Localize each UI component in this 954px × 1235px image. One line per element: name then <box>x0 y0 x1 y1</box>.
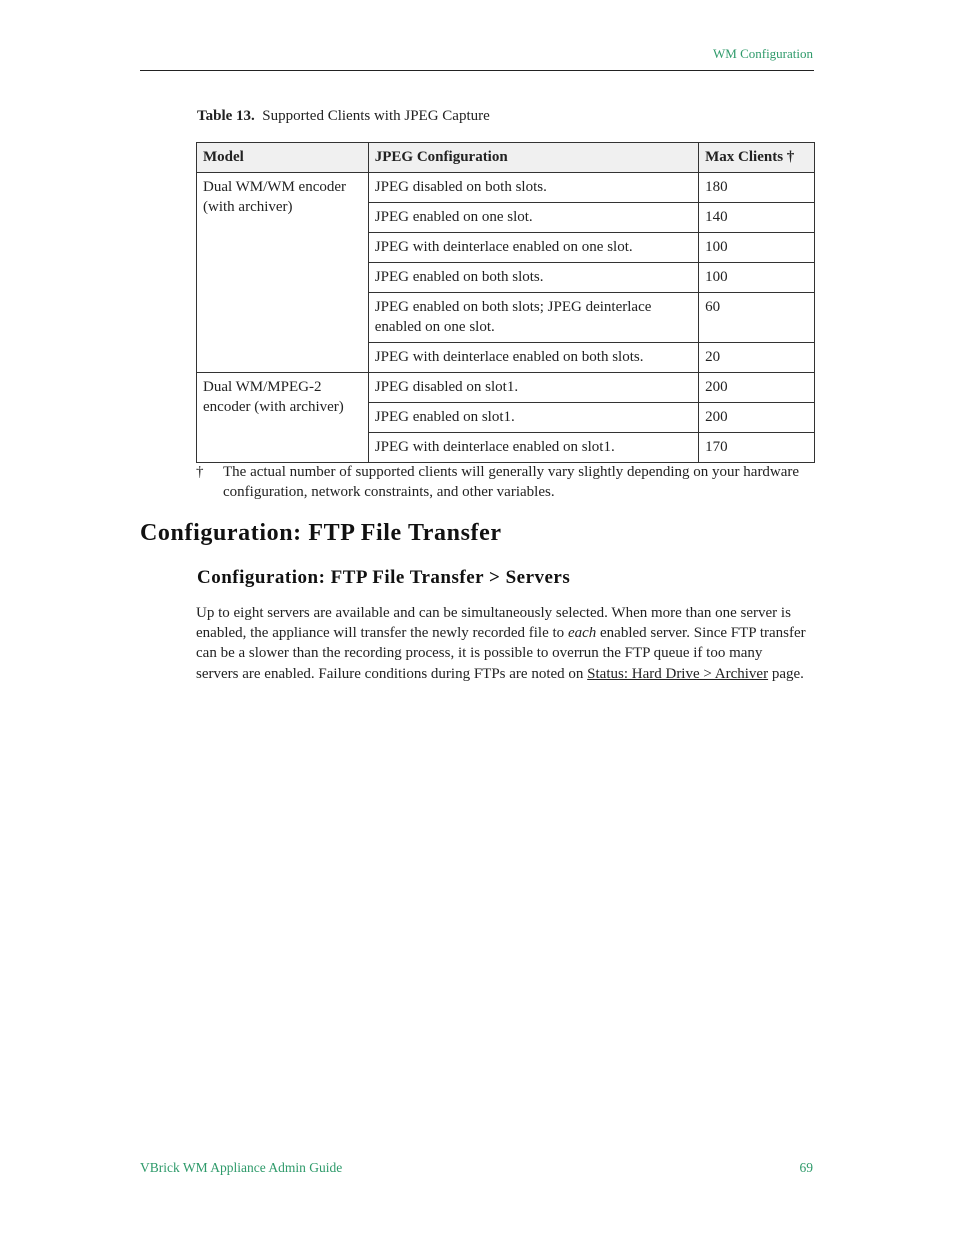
footer-page-number: 69 <box>799 1160 813 1175</box>
subsection-heading: Configuration: FTP File Transfer > Servers <box>197 567 571 588</box>
max-clients-cell: 100 <box>699 263 815 293</box>
max-clients-cell: 100 <box>699 233 815 263</box>
config-cell: JPEG enabled on both slots; JPEG deinterlace enabled on one slot. <box>368 293 698 343</box>
config-cell: JPEG with deinterlace enabled on both slots. <box>368 343 698 373</box>
table-caption-label: Table 13. <box>197 108 255 124</box>
config-cell: JPEG with deinterlace enabled on one slot. <box>368 233 698 263</box>
column-header-jpeg-configuration: JPEG Configuration <box>368 143 698 173</box>
config-cell: JPEG enabled on slot1. <box>368 403 698 433</box>
max-clients-cell: 140 <box>699 203 815 233</box>
paragraph-text-2: enabled server. Since FTP transfer can be a slower than the recording process, it is possible to overrun the FTP queue if too many servers are enabled. Failure conditions during FTPs are noted on <box>196 625 806 682</box>
table-caption-text: Supported Clients with JPEG Capture <box>262 108 490 124</box>
table-header-row <box>197 143 815 173</box>
paragraph-text-3: page. <box>768 665 804 682</box>
config-cell: JPEG disabled on both slots. <box>368 173 698 203</box>
config-cell: JPEG with deinterlace enabled on slot1. <box>368 433 698 463</box>
table-caption <box>197 108 490 125</box>
table-footnote <box>196 462 806 502</box>
servers-paragraph <box>196 603 806 684</box>
config-cell: JPEG enabled on one slot. <box>368 203 698 233</box>
max-clients-cell: 180 <box>699 173 815 203</box>
max-clients-cell: 60 <box>699 293 815 343</box>
footer-guide-title: VBrick WM Appliance Admin Guide <box>140 1160 343 1175</box>
paragraph-text-1: Up to eight servers are available and can be simultaneously selected. When more than one server is enabled, the appliance will transfer the newly recorded file to <box>196 605 791 642</box>
running-header-title: WM Configuration <box>712 46 813 61</box>
dagger-mark: † <box>196 464 204 480</box>
model-cell: Dual WM/WM encoder (with archiver) <box>197 173 369 373</box>
column-header-model: Model <box>197 143 369 173</box>
config-cell: JPEG enabled on both slots. <box>368 263 698 293</box>
max-clients-cell: 170 <box>699 433 815 463</box>
table-row <box>197 173 815 203</box>
max-clients-cell: 200 <box>699 373 815 403</box>
paragraph-emphasis: each <box>567 625 597 642</box>
header-divider <box>140 70 814 71</box>
max-clients-cell: 200 <box>699 403 815 433</box>
footnote-text: The actual number of supported clients will generally vary slightly depending on your hardware configuration, network constraints, and other variables. <box>223 464 800 500</box>
column-header-max-clients: Max Clients † <box>699 143 815 173</box>
model-cell: Dual WM/MPEG-2 encoder (with archiver) <box>197 373 369 463</box>
supported-clients-table <box>196 142 815 463</box>
table-row <box>197 373 815 403</box>
section-heading: Configuration: FTP File Transfer <box>140 520 502 546</box>
config-cell: JPEG disabled on slot1. <box>368 373 698 403</box>
max-clients-cell: 20 <box>699 343 815 373</box>
status-archiver-link[interactable]: Status: Hard Drive > Archiver <box>587 665 769 682</box>
